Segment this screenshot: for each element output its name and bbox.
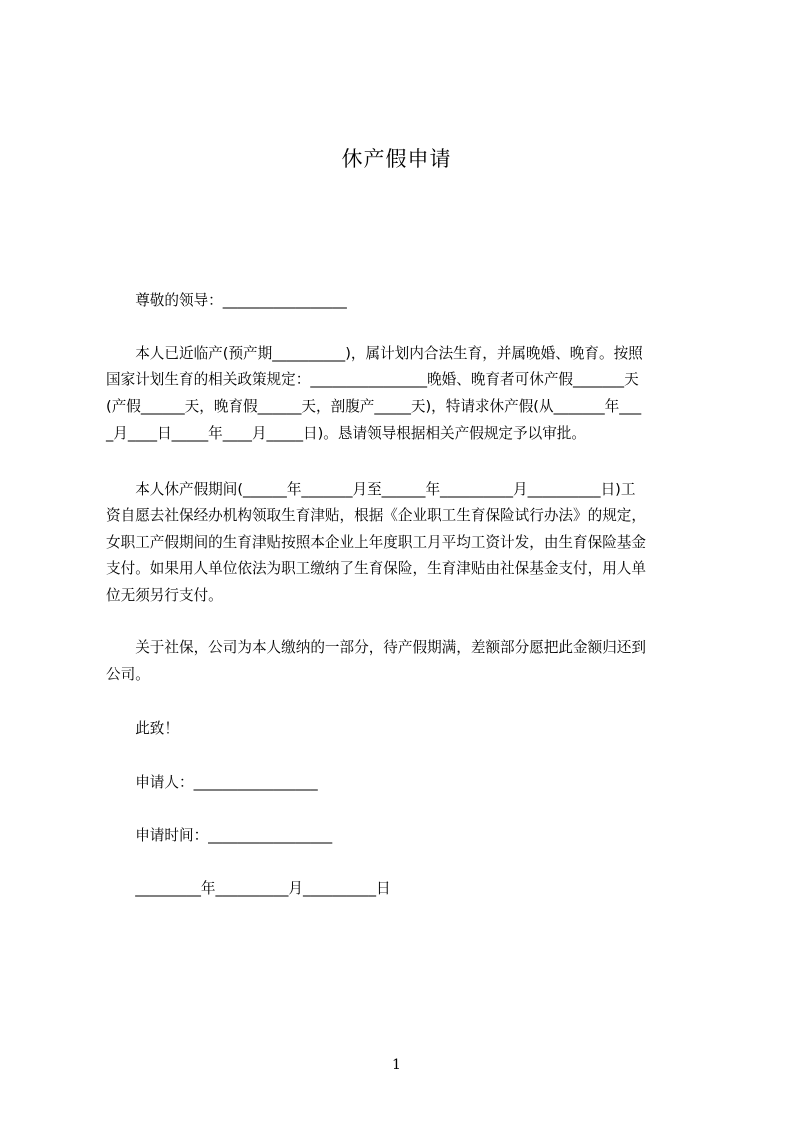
closing-line: 此致！ xyxy=(106,720,179,737)
document-title: 休产假申请 xyxy=(341,147,452,171)
para2-line-2: 资自愿去社保经办机构领取生育津贴，根据《企业职工生育保险试行办法》的规定， xyxy=(106,507,646,524)
salutation-line: 尊敬的领导：_________________ xyxy=(106,292,347,309)
para3-line-1: 关于社保，公司为本人缴纳的一部分，待产假期满，差额部分愿把此金额归还到 xyxy=(106,639,646,656)
para1-line-3: (产假______天，晚育假______天，剖腹产_____天)，特请求休产假(从_______年___ xyxy=(106,398,642,415)
para1-line-1: 本人已近临产(预产期__________)，属计划内合法生育，并属晚婚、晚育。按照 xyxy=(106,345,643,362)
para2-line-3: 女职工产假期间的生育津贴按照本企业上年度职工月平均工资计发，由生育保险基金 xyxy=(106,534,646,551)
applicant-line: 申请人：_________________ xyxy=(106,774,318,791)
para1-line-2: 国家计划生育的相关政策规定：________________晚婚、晚育者可休产假_______天 xyxy=(106,371,639,388)
para3-line-2: 公司。 xyxy=(106,666,150,683)
para2-line-5: 位无须另行支付。 xyxy=(106,587,223,604)
page-number: 1 xyxy=(392,1057,401,1073)
apply-time-line: 申请时间：_________________ xyxy=(106,827,333,844)
para2-line-1: 本人休产假期间(______年_______月至______年__________月__________日)工 xyxy=(106,481,636,498)
para1-line-4: _月____日_____年____月_____日)。恳请领导根据相关产假规定予以审批。 xyxy=(106,425,586,442)
date-line: _________年__________月__________日 xyxy=(106,880,391,897)
para2-line-4: 支付。如果用人单位依法为职工缴纳了生育保险，生育津贴由社保基金支付，用人单 xyxy=(106,560,646,577)
